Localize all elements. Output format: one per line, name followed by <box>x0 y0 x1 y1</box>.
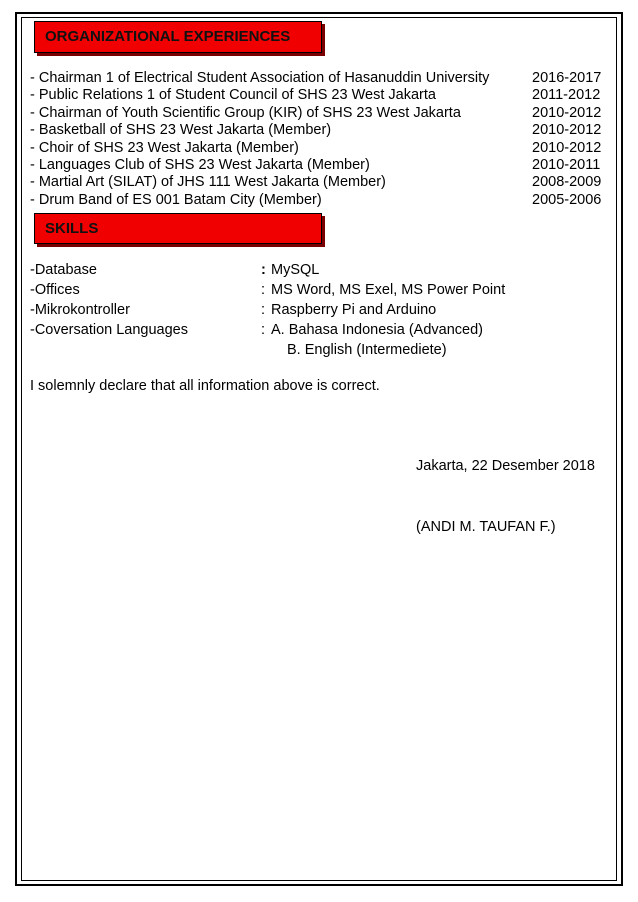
skill-row <box>30 322 590 340</box>
org-row-years: 2008-2009 <box>532 174 602 191</box>
skill-row <box>30 262 590 280</box>
org-row-years: 2010-2012 <box>532 104 602 121</box>
org-row <box>30 174 610 191</box>
skill-value: MS Word, MS Exel, MS Power Point <box>271 282 506 298</box>
declaration-text: I solemnly declare that all information above is correct. <box>30 378 380 394</box>
skill-colon: : <box>261 322 266 338</box>
org-section-title: ORGANIZATIONAL EXPERIENCES <box>45 28 291 45</box>
org-row-text: - Martial Art (SILAT) of JHS 111 West Jakarta (Member) <box>30 174 386 191</box>
skill-colon: : <box>261 262 266 278</box>
skills-section-title: SKILLS <box>45 220 99 237</box>
org-row <box>30 140 610 157</box>
org-row-text: - Languages Club of SHS 23 West Jakarta (Member) <box>30 157 370 173</box>
org-row <box>30 192 610 209</box>
org-row-years: 2011-2012 <box>532 87 601 104</box>
skill-row <box>30 282 590 300</box>
org-row-text: - Choir of SHS 23 West Jakarta (Member) <box>30 139 299 156</box>
org-row <box>30 87 610 104</box>
skill-value: Raspberry Pi and Arduino <box>271 302 437 318</box>
org-row-text: - Chairman 1 of Electrical Student Association of Hasanuddin University <box>30 70 490 86</box>
org-section-header <box>34 21 322 53</box>
org-row <box>30 157 610 174</box>
org-row <box>30 122 610 139</box>
org-row-years: 2010-2012 <box>532 139 602 156</box>
org-row-years: 2010-2011 <box>532 157 601 173</box>
skill-label: -Coversation Languages <box>30 322 188 338</box>
org-row <box>30 70 610 87</box>
org-row-years: 2005-2006 <box>532 191 602 208</box>
skill-colon: : <box>261 282 266 298</box>
skill-value: B. English (Intermediete) <box>287 342 447 358</box>
org-row-text: - Drum Band of ES 001 Batam City (Member) <box>30 191 322 208</box>
org-row-text: - Public Relations 1 of Student Council of SHS 23 West Jakarta <box>30 87 436 104</box>
skill-label: -Database <box>30 262 97 278</box>
skill-row <box>30 302 590 320</box>
org-row-years: 2016-2017 <box>532 70 602 86</box>
org-row-years: 2010-2012 <box>532 122 602 139</box>
signature-name: (ANDI M. TAUFAN F.) <box>416 519 556 535</box>
skill-label: -Offices <box>30 282 80 298</box>
skill-colon: : <box>261 302 266 318</box>
skill-value: MySQL <box>271 262 320 278</box>
org-row-text: - Chairman of Youth Scientific Group (KIR) of SHS 23 West Jakarta <box>30 104 461 121</box>
skill-row <box>30 342 590 360</box>
skill-label: -Mikrokontroller <box>30 302 130 318</box>
org-row <box>30 105 610 122</box>
org-row-text: - Basketball of SHS 23 West Jakarta (Member) <box>30 122 332 139</box>
signature-place-date: Jakarta, 22 Desember 2018 <box>416 458 595 474</box>
skill-value: A. Bahasa Indonesia (Advanced) <box>271 322 483 338</box>
skills-section-header <box>34 213 322 244</box>
